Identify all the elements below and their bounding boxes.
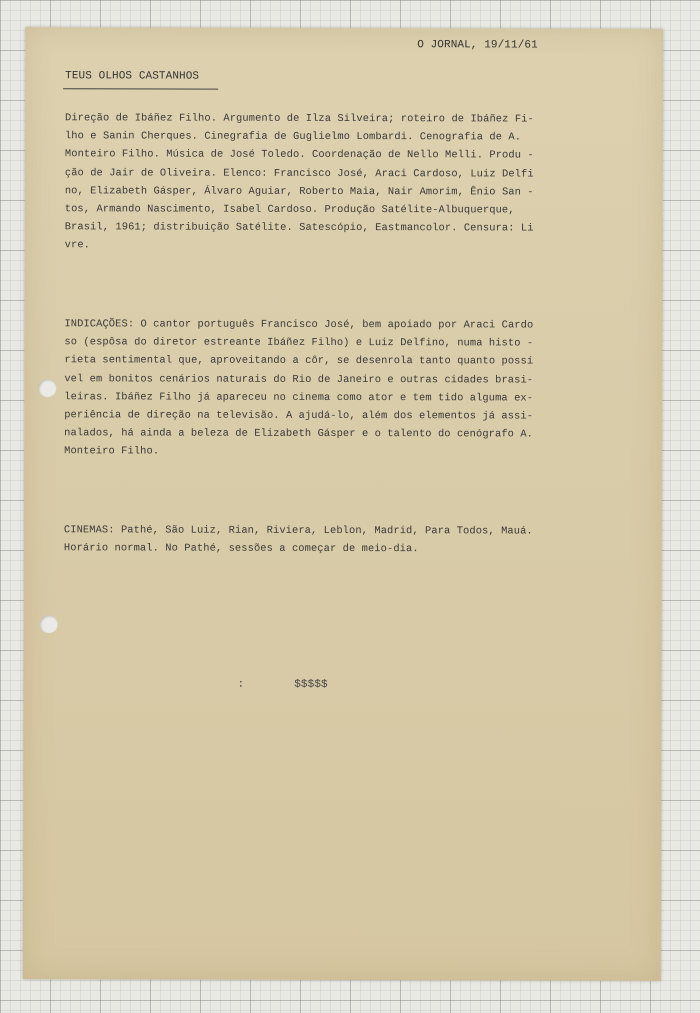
masthead-date: O JORNAL, 19/11/61 [417,39,538,52]
punch-hole [40,615,58,633]
title-underline [63,88,218,89]
cinemas-line: Horário normal. No Pathé, sessões a começar de meio-dia. [63,542,419,556]
indicacoes-line: Monteiro Filho. [64,445,160,458]
end-mark [238,676,328,694]
credits-line: lho e Sanin Cherques. Cinegrafia de Guglielmo Lombardi. Cenografia de A. [64,130,522,144]
cinemas-paragraph [64,521,626,559]
indicacoes-line: vel em bonitos cenários naturais do Rio de Janeiro e outras cidades brasi- [64,372,534,387]
credits-line: no, Elizabeth Gásper, Álvaro Aguiar, Roberto Maia, Nair Amorim, Ênio San - [64,185,534,199]
credits-line: Monteiro Filho. Música de José Toledo. Coordenação de Nello Melli. Produ - [64,148,534,162]
page-title: TEUS OLHOS CASTANHOS [65,70,200,83]
credits-line: vre. [64,239,91,252]
punch-hole [38,379,56,397]
typed-document-sheet [23,27,663,981]
indicacoes-paragraph [64,315,626,462]
credits-line: ção de Jair de Oliveira. Elenco: Francisco José, Araci Cardoso, Luiz Delfi [64,166,534,181]
end-mark-dollars: $$$$$ [294,678,328,691]
indicacoes-line: rieta sentimental que, aproveitando a côr, se desenrola tanto quanto possí [64,354,534,368]
credits-line: Brasil, 1961; distribuição Satélite. Satescópio, Eastmancolor. Censura: Li [64,221,534,235]
indicacoes-line: so (espôsa do diretor estreante Ibáñez Filho) e Luiz Delfino, numa histo - [64,336,534,350]
cinemas-line: CINEMAS: Pathé, São Luiz, Rian, Riviera, Leblon, Madrid, Para Todos, Mauá. [63,524,533,538]
credits-line: Direção de Ibáñez Filho. Argumento de Ilza Silveira; roteiro de Ibáñez Fi- [64,112,534,126]
indicacoes-line: INDICAÇÕES: O cantor português Francisco José, bem apoiado por Araci Cardo [64,318,534,332]
credits-paragraph [65,109,627,256]
indicacoes-line: leiras. Ibáñez Filho já apareceu no cinema como ator e tem tido alguma ex- [64,391,534,405]
indicacoes-line: nalados, há ainda a beleza de Elizabeth Gásper e o talento do cenógrafo A. [64,427,534,441]
end-mark-colon: : [237,678,245,691]
credits-line: tos, Armando Nascimento, Isabel Cardoso. Produção Satélite-Albuquerque, [64,203,515,217]
indicacoes-line: periência de direção na televisão. A ajudá-lo, além dos elementos já assi- [64,409,534,423]
